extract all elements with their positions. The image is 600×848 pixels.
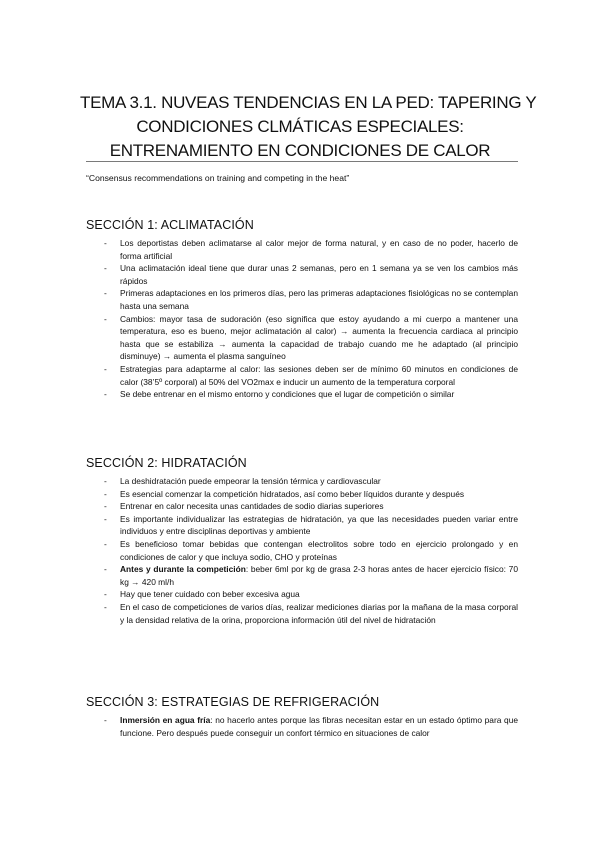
list-item [86, 538, 518, 563]
bullet-dash: - [104, 238, 107, 248]
bullet-dash: - [104, 601, 107, 612]
bullet-dash: - [104, 564, 107, 575]
list-item-lead: Inmersión en agua fría [120, 715, 211, 725]
bullet-dash: - [104, 538, 107, 549]
section-hidratacion [86, 455, 518, 626]
title-line-2: CONDICIONES CLMÁTICAS ESPECIALES: [136, 117, 464, 136]
document-subtitle: “Consensus recommendations on training and competing in the heat” [86, 173, 350, 183]
list-item-text: En el caso de competiciones de varios días, realizar mediciones diarias por la mañana de la masa corporal y la densidad relativa de la orina, proporciona información útil del nivel de hidratación [120, 601, 518, 625]
list-item-text: Hay que tener cuidado con beber excesiva agua [120, 589, 300, 600]
list-item [86, 513, 518, 538]
list-item-text: Los deportistas deben aclimatarse al calor mejor de forma natural, y en caso de no poder, hacerlo de forma artificial [120, 238, 518, 261]
list-item-text: Se debe entrenar en el mismo entorno y condiciones que el lugar de competición o similar [120, 389, 455, 400]
list-item-text: Estrategias para adaptarme al calor: las sesiones deben ser de mínimo 60 minutos en condiciones de calor (38’5º corporal) al 50% del VO2max e inducir un aumento de la temperatura corporal [120, 363, 518, 387]
list-item [86, 488, 518, 501]
list-item [86, 500, 518, 513]
list-item-text: Entrenar en calor necesita unas cantidades de sodio diarias superiores [120, 501, 384, 512]
bullet-dash: - [104, 488, 107, 499]
section-heading: SECCIÓN 2: HIDRATACIÓN [86, 456, 247, 470]
bullet-dash: - [104, 288, 107, 299]
bullet-dash: - [104, 513, 107, 524]
bullet-dash: - [104, 501, 107, 512]
bullet-list [86, 475, 518, 626]
list-item-text: Es importante individualizar las estrategias de hidratación, ya que las necesidades pueden variar entre individuos y entre disciplinas deportivas y ambiente [120, 513, 518, 537]
section-aclimatacion [86, 217, 518, 401]
list-item-text: Primeras adaptaciones en los primeros días, pero las primeras adaptaciones fisiológicas no se contemplan hasta una semana [120, 288, 518, 311]
bullet-list [86, 237, 518, 401]
list-item [86, 363, 518, 388]
title-underline [86, 161, 518, 162]
list-item [86, 388, 518, 401]
list-item [86, 237, 518, 262]
list-item [86, 714, 518, 739]
bullet-dash: - [104, 263, 107, 274]
bullet-dash: - [104, 389, 107, 400]
list-item-text: La deshidratación puede empeorar la tensión térmica y cardiovascular [120, 476, 381, 486]
list-item-text: : no hacerlo antes porque las fibras necesitan estar en un estado óptimo para que funcione. Pero después puede conseguir un confort térmico en situaciones de calor [120, 715, 519, 738]
list-item-text: Cambios: mayor tasa de sudoración (eso significa que estoy ayudando a mi cuerpo a mantener una temperatura, eso es bueno, mejor aclimatación al calor) → aumenta la frecuencia cardiaca al principio hasta que se estabiliza → aumenta la capacidad de trabajo cuando me he adaptado (al principio disminuye) → aumenta el plasma sanguíneo [120, 313, 518, 362]
list-item-text: : beber 6ml por kg de grasa 2-3 horas antes de hacer ejercicio físico: 70 kg → 420 ml/h [120, 564, 518, 587]
list-item [86, 287, 518, 312]
bullet-dash: - [104, 589, 107, 600]
list-item-text: Es esencial comenzar la competición hidratados, así como beber líquidos durante y después [120, 488, 465, 499]
bullet-dash: - [104, 313, 107, 324]
list-item [86, 588, 518, 601]
list-item [86, 475, 518, 488]
list-item [86, 563, 518, 588]
list-item [86, 313, 518, 363]
list-item-text: Una aclimatación ideal tiene que durar unas 2 semanas, pero en 1 semana ya se ven los cambios más rápidos [120, 263, 518, 286]
bullet-dash: - [104, 363, 107, 374]
list-item [86, 601, 518, 626]
bullet-dash: - [104, 476, 107, 486]
title-line-1: TEMA 3.1. NUVEAS TENDENCIAS EN LA PED: TAPERING Y [80, 93, 537, 112]
section-heading: SECCIÓN 3: ESTRATEGIAS DE REFRIGERACIÓN [86, 695, 380, 709]
bullet-list [86, 714, 518, 739]
section-refrigeracion [86, 694, 518, 739]
section-heading: SECCIÓN 1: ACLIMATACIÓN [86, 218, 254, 232]
list-item [86, 262, 518, 287]
title-line-3: ENTRENAMIENTO EN CONDICIONES DE CALOR [109, 141, 491, 160]
list-item-lead: Antes y durante la competición [120, 564, 246, 575]
list-item-text: Es beneficioso tomar bebidas que contengan electrolitos sobre todo en ejercicio prolongado y en condiciones de calor y que incluya sodio, CHO y proteínas [120, 538, 518, 562]
bullet-dash: - [104, 715, 107, 725]
document-title [80, 91, 537, 163]
